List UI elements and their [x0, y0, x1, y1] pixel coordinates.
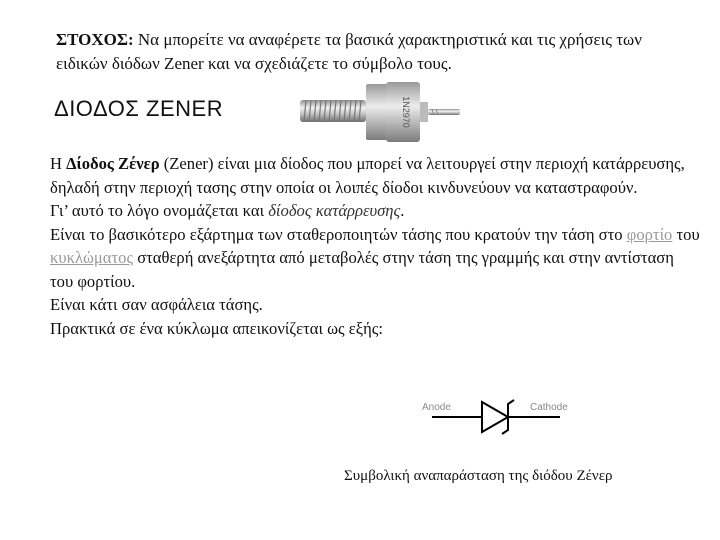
cathode-label: Cathode	[530, 402, 568, 413]
zener-diode-photo	[296, 78, 462, 146]
term-zener: Δίοδος Ζένερ	[66, 154, 160, 173]
anode-label: Anode	[422, 402, 451, 413]
paragraph-alias: Γι’ αυτό το λόγο ονομάζεται και δίοδος κατάρρευσης.	[50, 201, 405, 220]
diode-marking: 1N2970	[401, 96, 411, 128]
paragraph-definition: Η Δίοδος Ζένερ (Zener) είναι μια δίοδος που μπορεί να λειτουργεί στην περιοχή κατάρρευσης, δηλαδή στην περιοχή τασης στην οποία οι λοιπές δίοδοι κινδυνεύουν να καταστραφούν.	[50, 154, 685, 197]
paragraph-practice: Πρακτικά σε ένα κύκλωμα απεικονίζεται ως εξής:	[50, 318, 383, 338]
link-load[interactable]: φορτίο	[626, 224, 673, 244]
link-circuit[interactable]: κυκλώματος	[50, 248, 134, 267]
objective-label: ΣΤΟΧΟΣ:	[56, 30, 134, 49]
body-text	[50, 152, 700, 340]
term-breakdown: δίοδος κατάρρευσης	[268, 201, 401, 220]
paragraph-usage: Είναι το βασικότερο εξάρτημα των σταθεροποιητών τάσης που κρατούν την τάση στο φορτίο του κυκλώματος σταθερή ανεξάρτητα από μεταβολές στην τάση της γραμμής και στην αντίσταση του φορτίου.	[50, 224, 700, 291]
zener-symbol	[412, 392, 612, 450]
objective-text	[56, 28, 676, 76]
paragraph-fuse: Είναι κάτι σαν ασφάλεια τάσης.	[50, 295, 263, 314]
page-title: ΔΙΟΔΟΣ ZENER	[54, 96, 224, 121]
symbol-caption: Συμβολική αναπαράσταση της διόδου Ζένερ	[344, 468, 613, 484]
objective-body: Να μπορείτε να αναφέρετε τα βασικά χαρακτηριστικά και τις χρήσεις των ειδικών διόδων Zener και να σχεδιάζετε το σύμβολο τους.	[56, 30, 642, 73]
